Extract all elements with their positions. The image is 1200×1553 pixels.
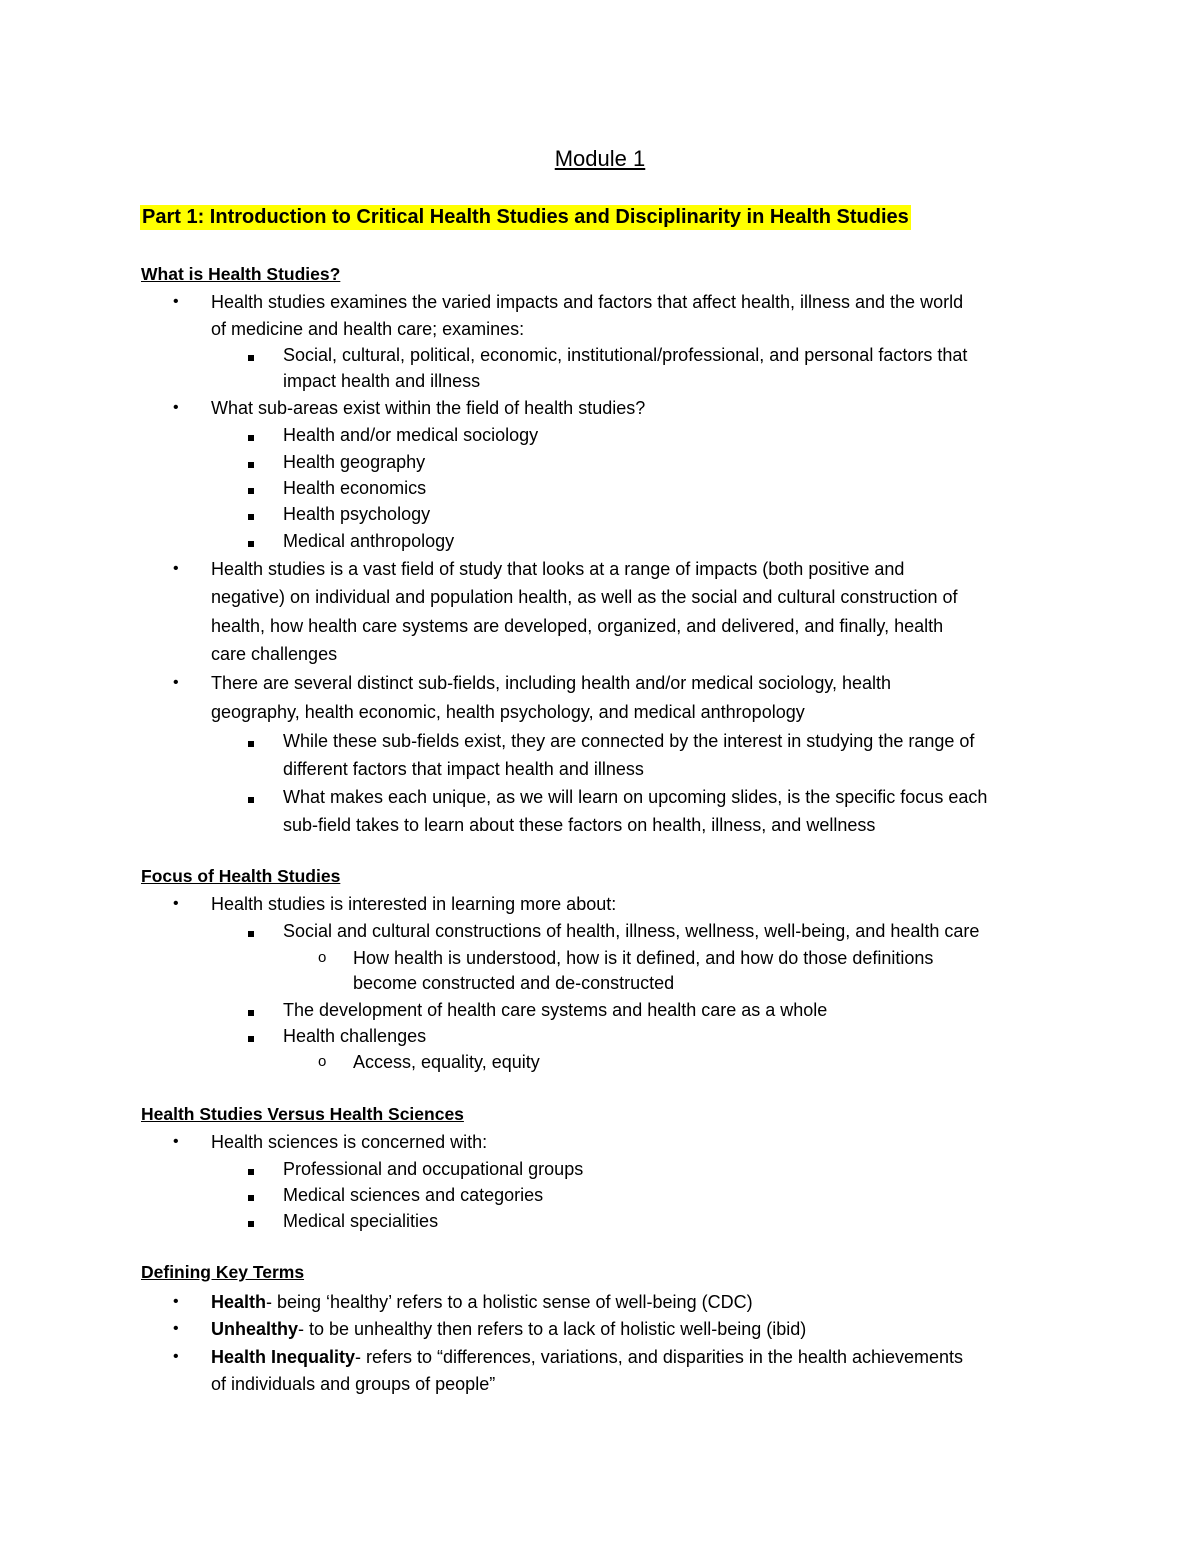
list-item-text: What sub-areas exist within the field of health studies? bbox=[211, 398, 646, 418]
list-item-text: of individuals and groups of people” bbox=[211, 1374, 496, 1394]
term-definition: - refers to “differences, variations, and disparities in the health achievements bbox=[355, 1347, 964, 1367]
square-bullet-icon bbox=[248, 450, 254, 474]
sublist-item-text: Social, cultural, political, economic, institutional/professional, and personal factors that bbox=[283, 345, 968, 365]
list-item-text: Health studies is a vast field of study that looks at a range of impacts (both positive and bbox=[211, 559, 905, 579]
term-label: Unhealthy bbox=[211, 1319, 299, 1339]
sublist-item-text: Social and cultural constructions of health, illness, wellness, well-being, and health care bbox=[283, 921, 980, 941]
square-bullet-icon bbox=[248, 476, 254, 500]
list-item-text: health, how health care systems are developed, organized, and delivered, and finally, health bbox=[211, 616, 944, 636]
square-bullet-icon bbox=[248, 343, 254, 367]
section-heading-focus: Focus of Health Studies bbox=[141, 866, 341, 886]
definition-unhealthy bbox=[211, 1317, 806, 1341]
sublist-item-text: What makes each unique, as we will learn on upcoming slides, is the specific focus each bbox=[283, 787, 988, 807]
square-bullet-icon bbox=[248, 729, 254, 753]
square-bullet-icon bbox=[248, 1209, 254, 1233]
square-bullet-icon bbox=[248, 1157, 254, 1181]
sublist-item-text: Professional and occupational groups bbox=[283, 1159, 584, 1179]
section-heading-what-is: What is Health Studies? bbox=[141, 264, 341, 284]
sublist-item-text: Health and/or medical sociology bbox=[283, 425, 539, 445]
sublist-item-text: sub-field takes to learn about these factors on health, illness, and wellness bbox=[283, 815, 876, 835]
sublist-item-text: Medical anthropology bbox=[283, 531, 455, 551]
sublist-item-text: impact health and illness bbox=[283, 371, 481, 391]
bullet-marker: • bbox=[173, 293, 179, 310]
circle-bullet-icon: o bbox=[318, 1053, 327, 1070]
list-item-text: Health studies examines the varied impacts and factors that affect health, illness and the world bbox=[211, 292, 964, 312]
subsublist-item-text: become constructed and de-constructed bbox=[353, 973, 675, 993]
bullet-marker: • bbox=[173, 674, 179, 691]
subsublist-item-text: Access, equality, equity bbox=[353, 1052, 540, 1072]
bullet-marker: • bbox=[173, 1133, 179, 1150]
bullet-marker: • bbox=[173, 1320, 179, 1337]
sublist-item-text: Medical sciences and categories bbox=[283, 1185, 544, 1205]
bullet-marker: • bbox=[173, 560, 179, 577]
square-bullet-icon bbox=[248, 1024, 254, 1048]
sublist-item-text: Health economics bbox=[283, 478, 427, 498]
list-item-text: There are several distinct sub-fields, including health and/or medical sociology, health bbox=[211, 673, 892, 693]
square-bullet-icon bbox=[248, 502, 254, 526]
sublist-item-text: Medical specialities bbox=[283, 1211, 439, 1231]
list-item-text: negative) on individual and population health, as well as the social and cultural construction of bbox=[211, 587, 958, 607]
section-heading-versus: Health Studies Versus Health Sciences bbox=[141, 1104, 464, 1124]
square-bullet-icon bbox=[248, 785, 254, 809]
sublist-item-text: Health challenges bbox=[283, 1026, 427, 1046]
sublist-item-text: different factors that impact health and illness bbox=[283, 759, 644, 779]
definition-health bbox=[211, 1290, 753, 1314]
term-label: Health Inequality bbox=[211, 1347, 356, 1367]
page-title: Module 1 bbox=[554, 146, 646, 171]
sublist-item-text: Health geography bbox=[283, 452, 426, 472]
sublist-item-text: Health psychology bbox=[283, 504, 431, 524]
list-item-text: care challenges bbox=[211, 644, 338, 664]
bullet-marker: • bbox=[173, 1348, 179, 1365]
square-bullet-icon bbox=[248, 1183, 254, 1207]
square-bullet-icon bbox=[248, 529, 254, 553]
bullet-marker: • bbox=[173, 895, 179, 912]
subsublist-item-text: How health is understood, how is it defined, and how do those definitions bbox=[353, 948, 934, 968]
term-definition: - being ‘healthy’ refers to a holistic sense of well-being (CDC) bbox=[266, 1292, 753, 1312]
list-item-text: Health sciences is concerned with: bbox=[211, 1132, 488, 1152]
sublist-item-text: While these sub-fields exist, they are connected by the interest in studying the range of bbox=[283, 731, 975, 751]
bullet-marker: • bbox=[173, 1293, 179, 1310]
part-heading: Part 1: Introduction to Critical Health Studies and Disciplinarity in Health Studies bbox=[142, 206, 909, 228]
list-item-text: of medicine and health care; examines: bbox=[211, 319, 525, 339]
definition-health-inequality bbox=[211, 1345, 963, 1369]
bullet-marker: • bbox=[173, 399, 179, 416]
square-bullet-icon bbox=[248, 423, 254, 447]
list-item-text: Health studies is interested in learning more about: bbox=[211, 894, 617, 914]
square-bullet-icon bbox=[248, 998, 254, 1022]
term-definition: - to be unhealthy then refers to a lack of holistic well-being (ibid) bbox=[298, 1319, 807, 1339]
section-heading-terms: Defining Key Terms bbox=[141, 1262, 305, 1282]
sublist-item-text: The development of health care systems and health care as a whole bbox=[283, 1000, 828, 1020]
term-label: Health bbox=[211, 1292, 267, 1312]
list-item-text: geography, health economic, health psychology, and medical anthropology bbox=[211, 702, 805, 722]
circle-bullet-icon: o bbox=[318, 949, 327, 966]
square-bullet-icon bbox=[248, 919, 254, 943]
